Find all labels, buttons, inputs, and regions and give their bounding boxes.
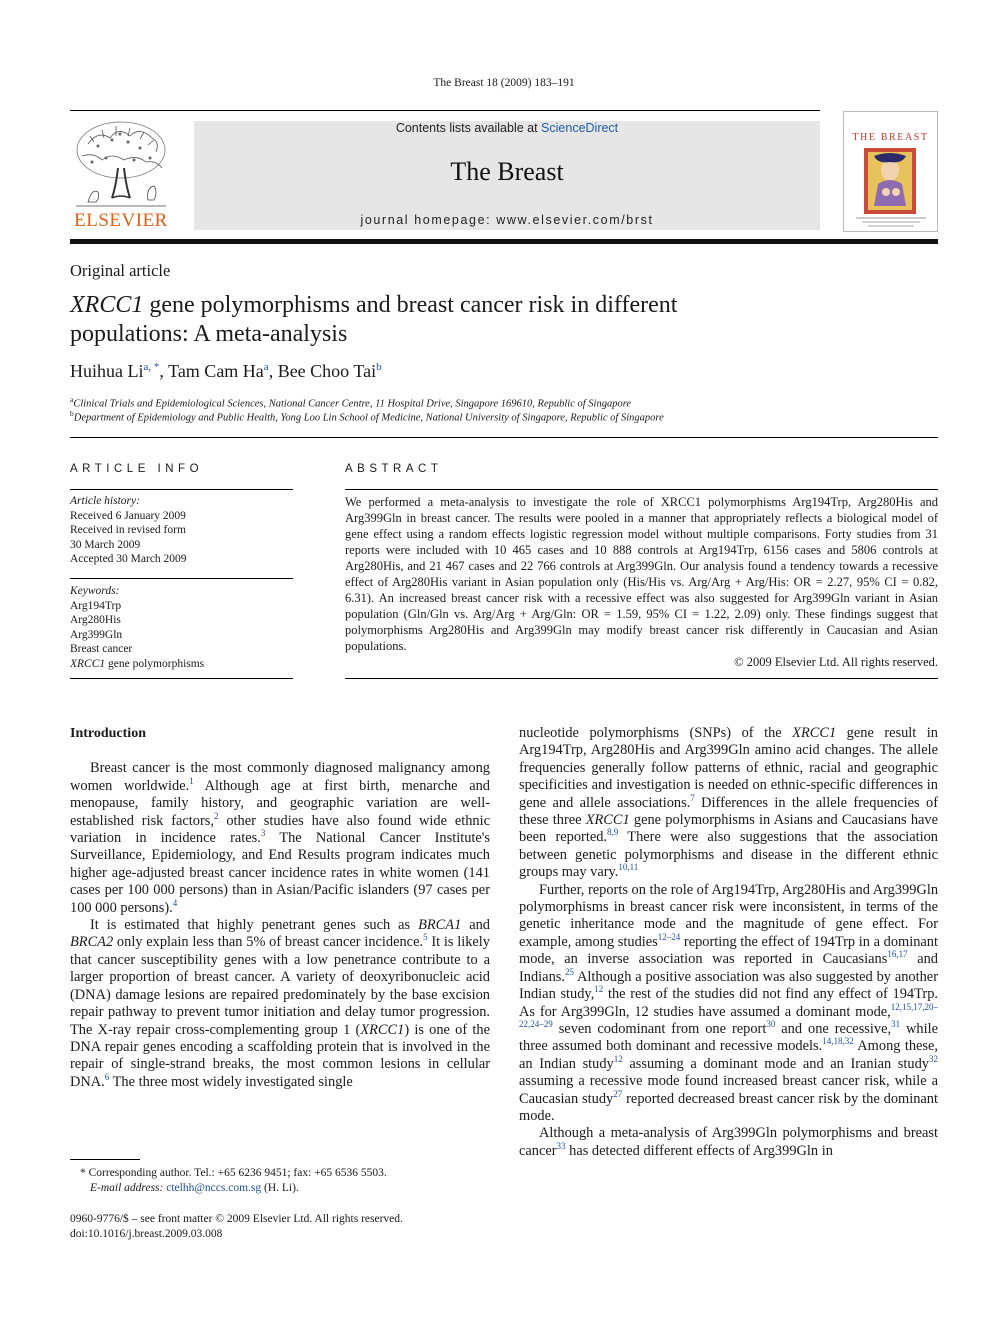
intro-paragraph-1 — [70, 760, 490, 917]
text-run: and — [461, 917, 490, 934]
affiliation-text: Clinical Trials and Epidemiological Sciences, National Cancer Centre, 11 Hospital Drive, Singapore 169610, Republic of Singapore — [73, 398, 632, 410]
keyword: Arg194Trp — [70, 599, 122, 612]
text-run: Although age at first birth, menarche and menopause, family history, and geographic variation are well-established risk factors, — [70, 777, 490, 829]
text-run: Although a meta-analysis of Arg399Gln polymorphisms and breast cancer — [519, 1125, 938, 1159]
contents-prefix: Contents lists available at — [395, 121, 542, 135]
keywords — [70, 584, 204, 671]
abstract-bottom-rule — [345, 678, 938, 679]
text-run: only explain less than 5% of breast cancer incidence. — [113, 934, 424, 951]
text-run: gene result in Arg194Trp, Arg280His and Arg399Gln amino acid changes. The allele frequencies generally follow patterns of ethnic, racial and geographic specificities and investigation is needed on ethnic-specific differences in gene and allele associations. — [519, 725, 938, 811]
abstract-top-rule — [345, 489, 938, 490]
text-run: while three assumed both dominant and recessive models. — [519, 1020, 938, 1055]
gene-name: XRCC1 — [792, 725, 837, 741]
article-history — [70, 494, 187, 567]
affiliation-text: Department of Epidemiology and Public Health, Yong Loo Lin School of Medicine, National University of Singapore, Republic of Singapore — [73, 412, 664, 424]
text-run: Differences in the allele frequencies of these three — [519, 794, 938, 829]
text-run: and Indians. — [519, 951, 938, 985]
title-line2: populations: A meta-analysis — [70, 321, 348, 347]
affiliation-sup: b — [70, 409, 74, 418]
author-name[interactable]: Huihua Li — [70, 361, 144, 381]
text-run: The National Cancer Institute's Surveillance, Epidemiology, and End Results program indicates much higher age-adjusted breast cancer incidence rates in white women (141 cases per 100 000 persons) than in Asian/Pacific islanders (97 cases per 100 000 persons). — [70, 830, 490, 916]
email-note — [90, 1181, 299, 1196]
cover-artwork-icon — [864, 148, 916, 214]
reference-citation[interactable]: 32 — [929, 1053, 938, 1064]
doi-line[interactable]: doi:10.1016/j.breast.2009.03.008 — [70, 1228, 223, 1240]
body-left-column — [70, 725, 490, 1091]
contents-line — [194, 121, 820, 135]
text-run: has detected different effects of Arg399Gln in — [565, 1142, 833, 1159]
gene-name: XRCC1 — [585, 812, 630, 829]
article-info-heading: ARTICLE INFO — [70, 463, 204, 475]
title-rest: gene polymorphisms and breast cancer risk in different — [143, 292, 678, 318]
reference-citation[interactable]: 6 — [104, 1071, 110, 1082]
affiliation-sup: a — [70, 395, 74, 404]
abstract-text: We performed a meta-analysis to investigate the role of XRCC1 polymorphisms Arg194Trp, Arg280His and Arg399Gln in breast cancer. The results were pooled in a manner that appropriately reflects a biological model of gene effect using a random effects logistic regression model without multiple comparisons. Forty studies from 31 reports were included with 10 465 cases and 10 888 controls at Arg194Trp, 6156 cases and 5806 controls at Arg280His, and 21 467 cases and 22 766 controls at Arg399Gln. Our analysis found a tendency towards a recessive effect of Arg280His variant in Asian population only (His/His vs. Arg/Arg + Arg/His: OR = 2.27, 95% CI = 0.82, 6.31). An increased breast cancer risk with a recessive effect was also suggested for Arg399Gln variant in Asian population (Gln/Gln vs. Arg/Arg + Arg/Gln: OR = 1.59, 95% CI = 1.22, 2.09) only. These findings suggest that polymorphisms Arg280His and Arg399Gln may modify breast cancer risk differently in Caucasian and Asian populations. — [345, 495, 938, 653]
email-label: E-mail address: — [90, 1182, 167, 1194]
header-thick-bar — [70, 239, 938, 244]
keyword: Breast cancer — [70, 643, 133, 655]
journal-title: The Breast — [450, 157, 564, 186]
header-rule — [70, 110, 820, 111]
author-affil-sup[interactable]: b — [376, 361, 382, 373]
reference-citation[interactable]: 12 — [594, 984, 604, 995]
reference-citation[interactable]: 12 — [613, 1053, 623, 1064]
gene-name: BRCA2 — [70, 934, 114, 951]
author-name[interactable]: Tam Cam Ha — [168, 361, 264, 381]
text-run: Although a positive association was also suggested by another Indian study, — [519, 968, 938, 1003]
abstract-body — [345, 494, 938, 670]
reference-citation[interactable]: 14,18,32 — [822, 1036, 854, 1047]
article-info-rule — [70, 489, 293, 490]
body-paragraph-continued — [519, 725, 938, 882]
cover-title: THE BREAST — [852, 132, 929, 143]
body-right-column — [519, 725, 938, 1160]
reference-citation[interactable]: 27 — [613, 1088, 623, 1099]
text-run: Breast cancer is the most commonly diagnosed malignancy among women worldwide. — [70, 760, 490, 794]
history-rule — [70, 578, 293, 579]
text-run: gene polymorphisms in Asians and Caucasians have been reported. — [519, 812, 938, 846]
abstract-heading: ABSTRACT — [345, 463, 443, 475]
keyword-gene: XRCC1 — [70, 657, 106, 670]
reference-citation[interactable]: 30 — [766, 1019, 776, 1030]
abstract-copyright: © 2009 Elsevier Ltd. All rights reserved. — [734, 655, 938, 669]
reference-citation[interactable]: 25 — [564, 966, 574, 977]
author-affil-sup[interactable]: a, * — [143, 361, 160, 373]
email-suffix: (H. Li). — [261, 1182, 299, 1194]
email-link[interactable]: ctelhh@nccs.com.sg — [166, 1182, 262, 1194]
intro-heading: Introduction — [70, 726, 146, 741]
text-run: reporting the effect of 194Trp in a dominant mode, an inverse association was reported in Caucasians — [519, 933, 938, 968]
keyword: gene polymorphisms — [105, 657, 205, 670]
text-run: Among these, an Indian study — [519, 1038, 938, 1072]
author-list: Huihua $Li^{a, *}$, Tam Cam Ha$^a$, Bee Choo Tai$^b$ — [70, 361, 382, 381]
journal-cover[interactable] — [843, 111, 938, 232]
title-gene: XRCC1 — [70, 292, 144, 318]
reference-citation[interactable]: 10,11 — [618, 862, 639, 873]
reference-citation[interactable]: 4 — [172, 897, 178, 908]
reference-citation[interactable]: 5 — [423, 932, 428, 943]
tree-icon — [68, 118, 174, 210]
reference-citation[interactable]: 3 — [260, 828, 266, 839]
keyword: Arg399Gln — [70, 628, 123, 641]
history-item: Received 6 January 2009 — [70, 509, 186, 522]
elsevier-wordmark: ELSEVIER — [74, 210, 168, 231]
intro-paragraph-2 — [70, 917, 490, 1091]
author-affil-sup[interactable]: a — [263, 361, 269, 373]
reference-citation[interactable]: 7 — [690, 792, 695, 803]
text-run: and one recessive, — [775, 1020, 892, 1037]
text-run: assuming a recessive mode found increased breast cancer risk, while a Caucasian study — [519, 1073, 938, 1107]
text-run: nucleotide polymorphisms (SNPs) of the — [519, 725, 793, 741]
text-run: assuming a dominant mode and an Iranian study — [622, 1055, 929, 1072]
body-paragraph — [519, 1125, 938, 1160]
text-run: It is estimated that highly penetrant genes such as — [90, 917, 419, 934]
reference-citation[interactable]: 16,17 — [887, 949, 908, 960]
text-run: reported decreased breast cancer risk by the dominant mode. — [519, 1090, 938, 1124]
text-run: other studies have also found wide ethnic variation in incidence rates. — [70, 812, 491, 847]
history-item: 30 March 2009 — [70, 538, 141, 551]
reference-citation[interactable]: 33 — [556, 1140, 566, 1151]
reference-citation[interactable]: 12,15,17,20–22,24–29 — [519, 1001, 938, 1030]
keyword: Arg280His — [70, 614, 121, 626]
affiliation-b — [70, 409, 664, 424]
footnote-rule — [70, 1159, 140, 1160]
article-title — [70, 291, 890, 349]
journal-banner — [194, 121, 820, 230]
journal-citation: The Breast 18 (2009) 183–191 — [433, 77, 575, 89]
corresponding-author-note: * Corresponding author. Tel.: +65 6236 9451; fax: +65 6536 5503. — [80, 1167, 387, 1179]
text-run: There were also suggestions that the association between genetic polymorphisms and disease in the different ethnic groups may vary. — [519, 829, 938, 881]
reference-citation[interactable]: 12–24 — [657, 932, 681, 943]
reference-citation[interactable]: 1 — [189, 776, 194, 787]
text-run: the rest of the studies did not find any effect of 194Trp. As for Arg399Gln, 12 studies have assumed a dominant mode, — [519, 986, 938, 1020]
gene-name: BRCA1 — [418, 917, 462, 934]
article-type: Original article — [70, 261, 171, 280]
reference-citation[interactable]: 8,9 — [607, 827, 619, 838]
issn-line: 0960-9776/$ – see front matter © 2009 Elsevier Ltd. All rights reserved. — [70, 1213, 403, 1225]
author-name[interactable]: Bee Choo Tai — [277, 361, 377, 381]
cover-fineprint-icon — [856, 216, 926, 228]
elsevier-logo[interactable] — [68, 118, 174, 232]
body-paragraph — [519, 882, 938, 1126]
journal-homepage[interactable]: journal homepage: www.elsevier.com/brst — [360, 213, 654, 227]
history-item: Accepted 30 March 2009 — [70, 553, 187, 565]
reference-citation[interactable]: 2 — [213, 810, 219, 821]
history-item: Received in revised form — [70, 524, 186, 536]
text-run: The three most widely investigated single — [109, 1073, 353, 1090]
text-run: Further, reports on the role of Arg194Trp, Arg280His and Arg399Gln polymorphisms in breast cancer risk were inconsistent, in terms of the genetic inheritance mode and the magnitude of gene effect. For example, among studies — [519, 881, 939, 950]
keywords-rule — [70, 678, 293, 679]
sciencedirect-link[interactable]: ScienceDirect — [541, 121, 619, 135]
keywords-label: Keywords: — [70, 585, 120, 597]
affiliation-a — [70, 395, 631, 410]
reference-citation[interactable]: 31 — [891, 1019, 901, 1030]
gene-name: XRCC1 — [360, 1021, 405, 1038]
text-run: ) is one of the DNA repair genes encoding a scaffolding protein that is involved in the repair of single-strand breaks, the most common lesions in cellular DNA. — [70, 1021, 490, 1090]
history-label: Article history: — [70, 495, 140, 507]
text-run: seven codominant from one report — [552, 1020, 767, 1037]
affiliation-rule — [70, 437, 938, 438]
text-run: It is likely that cancer susceptibility genes with a low penetrance contribute to a larger proportion of breast cancer. A variety of deoxyribonucleic acid (DNA) damage lesions are repaired predominately by the base excision repair pathway to prevent tumor initiation and delay tumor progression. The X-ray repair cross-complementing group 1 ( — [70, 934, 490, 1038]
